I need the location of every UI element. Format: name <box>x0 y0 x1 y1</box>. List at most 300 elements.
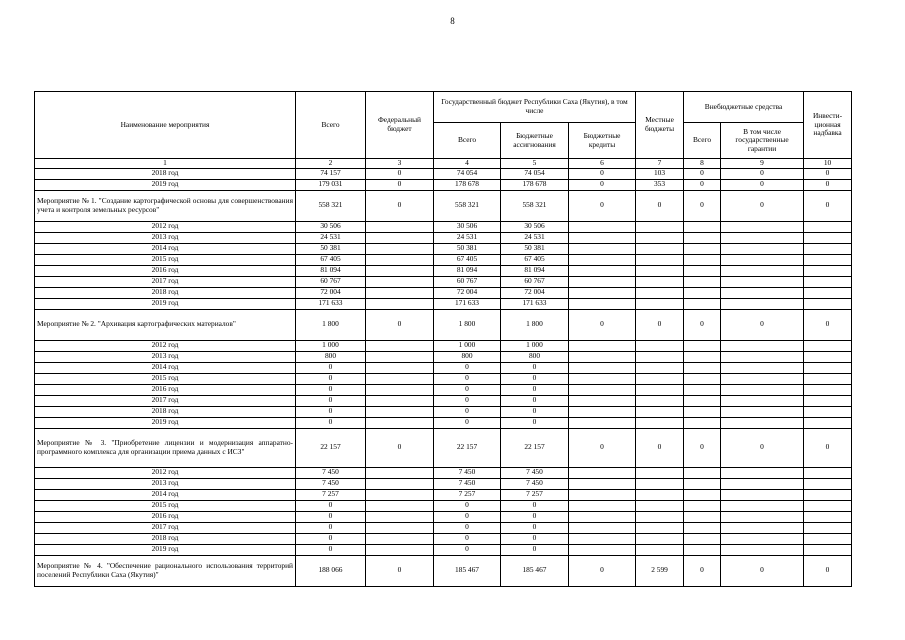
value-cell <box>684 489 721 500</box>
value-cell <box>721 467 804 478</box>
value-cell <box>569 243 636 254</box>
value-cell <box>636 232 684 243</box>
value-cell: 7 257 <box>434 489 501 500</box>
value-cell <box>804 287 852 298</box>
value-cell <box>804 544 852 555</box>
year-row <box>35 254 852 265</box>
value-cell: 2 599 <box>636 555 684 586</box>
value-cell <box>366 478 434 489</box>
value-cell: 0 <box>501 406 569 417</box>
value-cell <box>569 221 636 232</box>
year-label-cell: 2016 год <box>35 384 296 395</box>
value-cell <box>636 395 684 406</box>
header-state-assign: Бюджетные ассигнования <box>501 123 569 159</box>
year-label-cell: 2019 год <box>35 179 296 190</box>
value-cell: 81 094 <box>296 265 366 276</box>
value-cell <box>804 243 852 254</box>
value-cell: 60 767 <box>434 276 501 287</box>
value-cell <box>636 511 684 522</box>
year-label-cell: 2015 год <box>35 254 296 265</box>
value-cell <box>804 489 852 500</box>
year-label-cell: 2015 год <box>35 373 296 384</box>
value-cell: 67 405 <box>501 254 569 265</box>
year-label-cell: 2012 год <box>35 467 296 478</box>
value-cell <box>721 340 804 351</box>
value-cell <box>569 287 636 298</box>
value-cell <box>804 511 852 522</box>
value-cell: 81 094 <box>501 265 569 276</box>
column-number-cell: 2 <box>296 159 366 169</box>
value-cell: 178 678 <box>434 179 501 190</box>
value-cell: 67 405 <box>296 254 366 265</box>
year-row <box>35 373 852 384</box>
year-label-cell: 2015 год <box>35 500 296 511</box>
value-cell: 30 506 <box>296 221 366 232</box>
value-cell <box>684 221 721 232</box>
value-cell: 1 800 <box>434 309 501 340</box>
value-cell <box>569 351 636 362</box>
value-cell <box>804 340 852 351</box>
value-cell: 1 000 <box>296 340 366 351</box>
value-cell: 0 <box>721 428 804 467</box>
year-row <box>35 340 852 351</box>
year-label-cell: 2018 год <box>35 287 296 298</box>
value-cell <box>366 384 434 395</box>
value-cell <box>721 489 804 500</box>
value-cell <box>684 287 721 298</box>
year-row <box>35 221 852 232</box>
value-cell: 60 767 <box>501 276 569 287</box>
value-cell: 24 531 <box>296 232 366 243</box>
header-extra-guar: В том числе государственные гарантии <box>721 123 804 159</box>
header-state-group: Государственный бюджет Республики Саха (Якутия), в том числе <box>434 92 636 123</box>
value-cell <box>569 362 636 373</box>
value-cell <box>721 298 804 309</box>
value-cell <box>721 287 804 298</box>
value-cell: 7 450 <box>296 467 366 478</box>
value-cell: 0 <box>296 384 366 395</box>
value-cell <box>636 265 684 276</box>
column-number-cell: 6 <box>569 159 636 169</box>
value-cell <box>636 287 684 298</box>
value-cell <box>721 417 804 428</box>
year-row <box>35 417 852 428</box>
value-cell: 0 <box>684 428 721 467</box>
value-cell <box>366 265 434 276</box>
value-cell <box>636 384 684 395</box>
value-cell: 558 321 <box>434 190 501 221</box>
value-cell <box>366 254 434 265</box>
value-cell <box>636 298 684 309</box>
year-row <box>35 406 852 417</box>
value-cell <box>569 533 636 544</box>
value-cell: 0 <box>684 309 721 340</box>
value-cell <box>636 276 684 287</box>
value-cell: 0 <box>569 309 636 340</box>
year-row <box>35 168 852 179</box>
value-cell <box>636 533 684 544</box>
value-cell <box>684 298 721 309</box>
value-cell: 0 <box>434 362 501 373</box>
header-total: Всего <box>296 92 366 159</box>
value-cell: 0 <box>501 384 569 395</box>
value-cell <box>569 467 636 478</box>
year-row <box>35 351 852 362</box>
value-cell <box>804 522 852 533</box>
value-cell: 0 <box>434 417 501 428</box>
column-number-cell: 3 <box>366 159 434 169</box>
value-cell <box>804 500 852 511</box>
year-row <box>35 232 852 243</box>
value-cell: 0 <box>434 544 501 555</box>
value-cell <box>721 533 804 544</box>
year-row <box>35 500 852 511</box>
value-cell: 7 450 <box>501 478 569 489</box>
value-cell: 0 <box>366 555 434 586</box>
value-cell <box>366 340 434 351</box>
value-cell: 50 381 <box>434 243 501 254</box>
value-cell <box>684 467 721 478</box>
value-cell: 1 000 <box>501 340 569 351</box>
year-row <box>35 298 852 309</box>
year-row <box>35 522 852 533</box>
value-cell <box>721 362 804 373</box>
value-cell <box>366 362 434 373</box>
value-cell: 0 <box>366 179 434 190</box>
value-cell: 0 <box>434 406 501 417</box>
value-cell: 7 450 <box>296 478 366 489</box>
value-cell: 0 <box>296 544 366 555</box>
value-cell <box>636 373 684 384</box>
year-row <box>35 533 852 544</box>
value-cell: 24 531 <box>501 232 569 243</box>
value-cell: 1 800 <box>296 309 366 340</box>
value-cell <box>366 287 434 298</box>
value-cell: 0 <box>569 179 636 190</box>
value-cell <box>684 417 721 428</box>
value-cell <box>684 533 721 544</box>
value-cell: 800 <box>434 351 501 362</box>
value-cell <box>569 417 636 428</box>
value-cell: 171 633 <box>296 298 366 309</box>
value-cell <box>366 221 434 232</box>
year-label-cell: 2012 год <box>35 340 296 351</box>
value-cell: 0 <box>721 168 804 179</box>
value-cell: 0 <box>804 309 852 340</box>
value-cell <box>804 232 852 243</box>
value-cell: 7 450 <box>434 467 501 478</box>
value-cell <box>804 406 852 417</box>
column-number-cell: 7 <box>636 159 684 169</box>
year-label-cell: 2014 год <box>35 489 296 500</box>
value-cell: 0 <box>296 406 366 417</box>
value-cell <box>366 511 434 522</box>
value-cell <box>721 478 804 489</box>
value-cell: 0 <box>296 511 366 522</box>
value-cell: 0 <box>684 179 721 190</box>
measure-name-cell: Мероприятие № 3. "Приобретение лицензии и модернизация аппаратно-программного комплекса для организации приема данных с ИСЗ" <box>35 428 296 467</box>
value-cell <box>366 395 434 406</box>
value-cell <box>721 276 804 287</box>
value-cell: 22 157 <box>501 428 569 467</box>
value-cell <box>636 489 684 500</box>
value-cell <box>636 500 684 511</box>
value-cell <box>804 395 852 406</box>
value-cell <box>684 243 721 254</box>
value-cell <box>366 351 434 362</box>
year-row <box>35 544 852 555</box>
value-cell: 0 <box>804 555 852 586</box>
value-cell <box>721 544 804 555</box>
year-label-cell: 2014 год <box>35 362 296 373</box>
value-cell: 0 <box>804 190 852 221</box>
value-cell: 0 <box>296 533 366 544</box>
value-cell <box>366 243 434 254</box>
value-cell: 60 767 <box>296 276 366 287</box>
year-label-cell: 2017 год <box>35 395 296 406</box>
funding-table <box>34 91 852 587</box>
value-cell <box>804 265 852 276</box>
value-cell <box>366 406 434 417</box>
value-cell: 24 531 <box>434 232 501 243</box>
value-cell: 800 <box>501 351 569 362</box>
value-cell <box>804 276 852 287</box>
value-cell: 30 506 <box>434 221 501 232</box>
year-label-cell: 2018 год <box>35 533 296 544</box>
value-cell <box>366 373 434 384</box>
measure-row <box>35 309 852 340</box>
year-row <box>35 478 852 489</box>
value-cell <box>636 221 684 232</box>
value-cell <box>804 533 852 544</box>
value-cell: 188 066 <box>296 555 366 586</box>
value-cell: 800 <box>296 351 366 362</box>
value-cell: 74 157 <box>296 168 366 179</box>
value-cell <box>569 478 636 489</box>
value-cell <box>684 406 721 417</box>
value-cell: 0 <box>501 417 569 428</box>
header-local: Местные бюджеты <box>636 92 684 159</box>
value-cell <box>684 395 721 406</box>
year-label-cell: 2016 год <box>35 265 296 276</box>
value-cell: 7 257 <box>296 489 366 500</box>
year-row <box>35 467 852 478</box>
value-cell: 0 <box>501 511 569 522</box>
value-cell <box>721 243 804 254</box>
value-cell: 0 <box>636 428 684 467</box>
value-cell <box>569 254 636 265</box>
value-cell: 185 467 <box>434 555 501 586</box>
value-cell: 72 004 <box>434 287 501 298</box>
page-number: 8 <box>450 16 455 26</box>
value-cell <box>569 395 636 406</box>
value-cell <box>721 254 804 265</box>
value-cell <box>721 232 804 243</box>
value-cell: 0 <box>569 168 636 179</box>
value-cell: 0 <box>569 190 636 221</box>
year-row <box>35 276 852 287</box>
value-cell <box>366 544 434 555</box>
value-cell: 30 506 <box>501 221 569 232</box>
header-federal: Федеральный бюджет <box>366 92 434 159</box>
value-cell <box>684 351 721 362</box>
value-cell <box>636 351 684 362</box>
value-cell: 0 <box>804 428 852 467</box>
year-row <box>35 395 852 406</box>
value-cell: 0 <box>296 395 366 406</box>
value-cell <box>804 384 852 395</box>
value-cell <box>366 500 434 511</box>
value-cell <box>684 265 721 276</box>
value-cell <box>684 340 721 351</box>
value-cell: 0 <box>721 309 804 340</box>
value-cell: 0 <box>804 168 852 179</box>
year-label-cell: 2016 год <box>35 511 296 522</box>
year-row <box>35 384 852 395</box>
value-cell <box>721 221 804 232</box>
value-cell <box>366 467 434 478</box>
value-cell: 0 <box>501 544 569 555</box>
value-cell <box>721 265 804 276</box>
value-cell: 0 <box>684 555 721 586</box>
value-cell: 1 800 <box>501 309 569 340</box>
column-number-cell: 8 <box>684 159 721 169</box>
value-cell: 0 <box>721 179 804 190</box>
value-cell <box>569 384 636 395</box>
value-cell: 72 004 <box>501 287 569 298</box>
value-cell <box>804 417 852 428</box>
value-cell <box>804 362 852 373</box>
value-cell <box>569 406 636 417</box>
value-cell <box>684 500 721 511</box>
value-cell: 0 <box>501 362 569 373</box>
value-cell <box>721 511 804 522</box>
value-cell <box>804 351 852 362</box>
value-cell <box>569 276 636 287</box>
value-cell: 0 <box>434 373 501 384</box>
value-cell <box>684 373 721 384</box>
value-cell: 171 633 <box>434 298 501 309</box>
value-cell: 0 <box>296 500 366 511</box>
column-number-cell: 5 <box>501 159 569 169</box>
value-cell <box>569 373 636 384</box>
year-label-cell: 2014 год <box>35 243 296 254</box>
value-cell: 0 <box>501 373 569 384</box>
column-number-cell: 4 <box>434 159 501 169</box>
year-label-cell: 2018 год <box>35 168 296 179</box>
value-cell: 81 094 <box>434 265 501 276</box>
year-row <box>35 179 852 190</box>
year-label-cell: 2019 год <box>35 417 296 428</box>
measure-row <box>35 190 852 221</box>
value-cell <box>636 467 684 478</box>
value-cell: 0 <box>366 309 434 340</box>
value-cell: 185 467 <box>501 555 569 586</box>
value-cell: 178 678 <box>501 179 569 190</box>
table-body <box>35 168 852 586</box>
value-cell: 0 <box>434 395 501 406</box>
value-cell: 0 <box>684 190 721 221</box>
year-label-cell: 2018 год <box>35 406 296 417</box>
value-cell <box>721 351 804 362</box>
value-cell: 0 <box>684 168 721 179</box>
header-name: Наименование мероприятия <box>35 92 296 159</box>
value-cell: 0 <box>636 309 684 340</box>
value-cell <box>569 500 636 511</box>
year-label-cell: 2013 год <box>35 351 296 362</box>
value-cell <box>684 511 721 522</box>
value-cell <box>721 522 804 533</box>
value-cell <box>721 373 804 384</box>
value-cell <box>804 478 852 489</box>
value-cell <box>684 384 721 395</box>
year-row <box>35 362 852 373</box>
value-cell: 179 031 <box>296 179 366 190</box>
value-cell: 0 <box>501 522 569 533</box>
value-cell <box>569 232 636 243</box>
value-cell: 67 405 <box>434 254 501 265</box>
column-number-row <box>35 159 852 169</box>
value-cell <box>636 478 684 489</box>
value-cell: 0 <box>434 533 501 544</box>
value-cell <box>636 254 684 265</box>
value-cell <box>804 254 852 265</box>
value-cell <box>366 276 434 287</box>
value-cell: 1 000 <box>434 340 501 351</box>
value-cell: 0 <box>501 500 569 511</box>
value-cell <box>804 298 852 309</box>
value-cell <box>366 232 434 243</box>
value-cell <box>569 265 636 276</box>
value-cell: 558 321 <box>501 190 569 221</box>
year-row <box>35 511 852 522</box>
value-cell: 0 <box>636 190 684 221</box>
value-cell: 0 <box>569 555 636 586</box>
value-cell <box>366 298 434 309</box>
value-cell: 0 <box>721 190 804 221</box>
value-cell <box>569 544 636 555</box>
value-cell: 558 321 <box>296 190 366 221</box>
value-cell <box>721 500 804 511</box>
value-cell <box>684 232 721 243</box>
value-cell <box>636 544 684 555</box>
value-cell: 72 004 <box>296 287 366 298</box>
value-cell <box>684 276 721 287</box>
year-row <box>35 243 852 254</box>
value-cell: 22 157 <box>296 428 366 467</box>
value-cell: 0 <box>366 168 434 179</box>
value-cell <box>684 362 721 373</box>
value-cell <box>684 478 721 489</box>
value-cell <box>804 221 852 232</box>
value-cell <box>366 522 434 533</box>
value-cell <box>721 395 804 406</box>
value-cell: 0 <box>434 384 501 395</box>
value-cell <box>721 384 804 395</box>
value-cell <box>684 544 721 555</box>
value-cell <box>636 340 684 351</box>
year-row <box>35 265 852 276</box>
year-label-cell: 2013 год <box>35 478 296 489</box>
value-cell <box>721 406 804 417</box>
value-cell: 0 <box>434 500 501 511</box>
value-cell: 0 <box>501 533 569 544</box>
measure-name-cell: Мероприятие № 4. "Обеспечение рационального использования территорий поселений Республики Саха (Якутия)" <box>35 555 296 586</box>
value-cell <box>636 522 684 533</box>
measure-name-cell: Мероприятие № 2. "Архивация картографических материалов" <box>35 309 296 340</box>
year-label-cell: 2013 год <box>35 232 296 243</box>
column-number-cell: 1 <box>35 159 296 169</box>
